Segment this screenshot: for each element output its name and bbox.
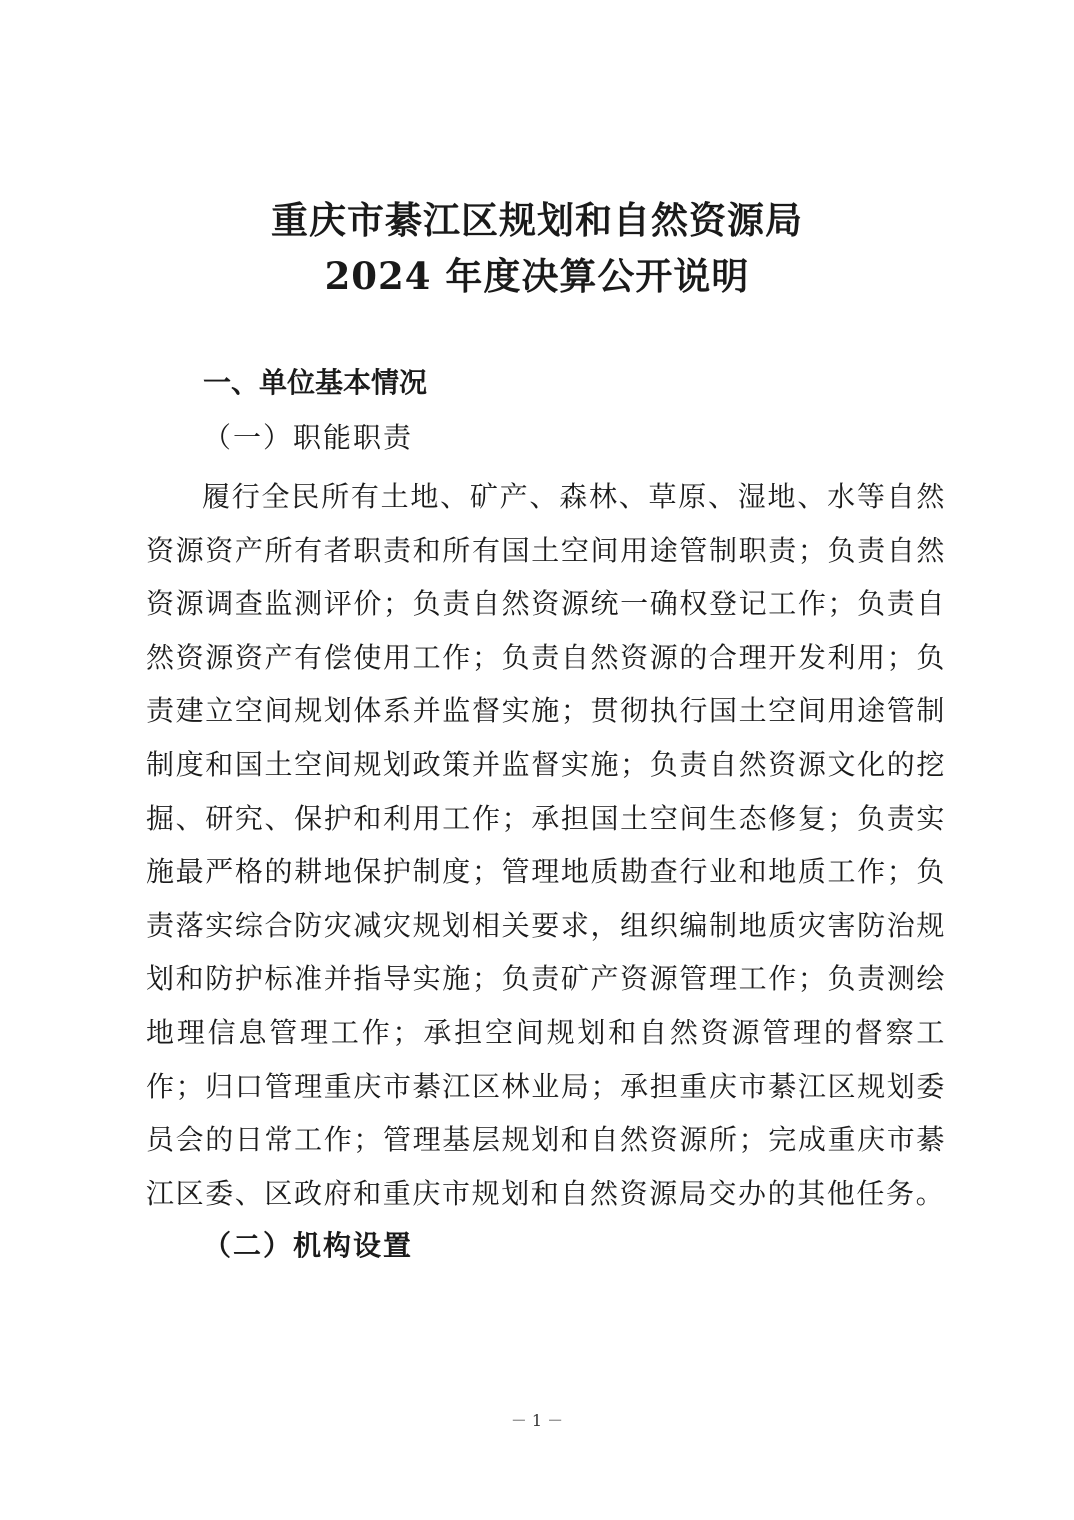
section-heading-basic-info: 一、单位基本情况 <box>203 366 428 399</box>
page-number: － 1 － <box>510 1411 564 1430</box>
subsection-heading-organization: （二）机构设置 <box>203 1229 414 1262</box>
functions-paragraph: 履行全民所有土地、矿产、森林、草原、湿地、水等自然资源资产所有者职责和所有国土空间用途管制职责；负责自然资源调查监测评价；负责自然资源统一确权登记工作；负责自然资源资产有偿使用工作；负责自然资源的合理开发利用；负责建立空间规划体系并监督实施；贯彻执行国土空间用途管制制度和国土空间规划政策并监督实施；负责自然资源文化的挖掘、研究、保护和利用工作；承担国土空间生态修复；负责实施最严格的耕地保护制度；管理地质勘查行业和地质工作；负责落实综合防灾减灾规划相关要求，组织编制地质灾害防治规划和防护标准并指导实施；负责矿产资源管理工作；负责测绘地理信息管理工作；承担空间规划和自然资源管理的督察工作；归口管理重庆市綦江区林业局；承担重庆市綦江区规划委员会的日常工作；管理基层规划和自然资源所；完成重庆市綦江区委、区政府和重庆市规划和自然资源局交办的其他任务。 <box>146 480 946 1210</box>
subsection-heading-functions: （一）职能职责 <box>203 421 414 454</box>
document-title-line1: 重庆市綦江区规划和自然资源局 <box>271 198 803 242</box>
document-title-line2: 2024 年度决算公开说明 <box>324 254 750 298</box>
